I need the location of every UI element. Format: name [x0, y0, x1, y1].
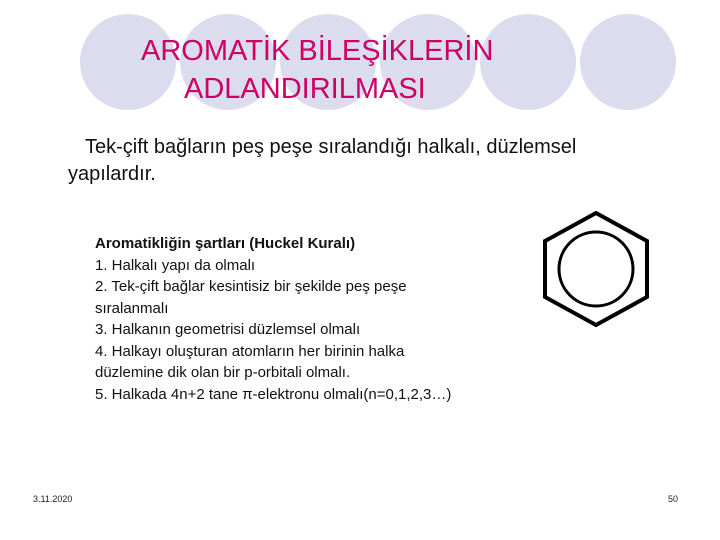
rules-line: 5. Halkada 4n+2 tane π-elektronu olmalı(n=0,1,2,3…): [95, 385, 452, 403]
slide-title-line-2: ADLANDIRILMASI: [184, 73, 426, 105]
rules-line: 2. Tek-çift bağlar kesintisiz bir şekilde peş peşe: [95, 278, 407, 295]
benzene-inner-circle: [559, 232, 633, 306]
benzene-ring-icon: [533, 204, 659, 334]
rules-line: 4. Halkayı oluşturan atomların her birinin halka: [95, 342, 405, 360]
slide-title-line-1: AROMATİK BİLEŞİKLERİN: [141, 35, 494, 67]
intro-text-line-1: Tek-çift bağların peş peşe sıralandığı halkalı, düzlemsel: [85, 136, 577, 158]
huckel-rules-block: [95, 233, 535, 405]
rules-line: 1. Halkalı yapı da olmalı: [95, 256, 256, 274]
rules-line: sıralanmalı: [95, 299, 169, 317]
decor-circle: [578, 12, 678, 112]
rules-line: 3. Halkanın geometrisi düzlemsel olmalı: [95, 321, 361, 338]
rules-line: düzlemine dik olan bir p-orbitali olmalı.: [95, 364, 351, 381]
footer-date: 3.11.2020: [33, 494, 73, 504]
rules-heading: Aromatikliğin şartları (Huckel Kuralı): [95, 235, 356, 252]
intro-text-line-2: yapılardır.: [68, 163, 156, 185]
footer-page-number: 50: [667, 494, 678, 504]
